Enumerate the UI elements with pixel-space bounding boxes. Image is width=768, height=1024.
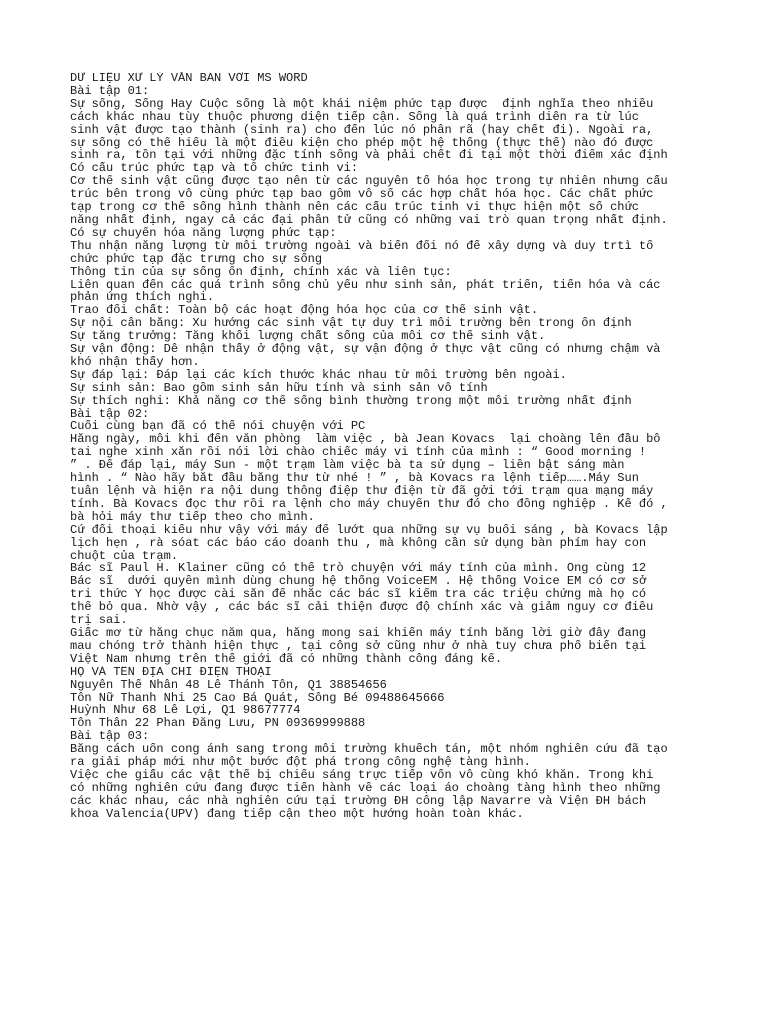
text-line: chuột của trạm.	[70, 549, 179, 563]
text-line: khoa Valencia(UPV) đang tiếp cận theo một hướng hoàn toàn khác.	[70, 807, 524, 821]
text-line: Sự nội cân bằng: Xu hướng các sinh vật tự duy trì môi trường bên trong ổn định	[70, 317, 632, 331]
text-line: Sự thích nghi: Khả năng cơ thể sống bình thường trong một môi trường nhất định	[70, 394, 632, 408]
text-line: Sự sống, Sống Hay Cuộc sống là một khái niệm phức tạp được định nghĩa theo nhiều	[70, 97, 654, 111]
text-line: Bằng cách uốn cong ánh sang trong môi trường khuếch tán, một nhóm nghiên cứu đã tạo	[70, 743, 668, 757]
text-line: Việt Nam nhưng trên thế giới đã có những thành công đáng kể.	[70, 652, 503, 666]
text-line: tính. Bà Kovacs đọc thư rồi ra lệnh cho máy chuyển thư đó cho đồng nghiệp . Kế đó ,	[70, 497, 668, 511]
text-line: phản ứng thích nghi.	[70, 291, 215, 305]
text-line: mau chóng trở thành hiện thực , tại công sở cũng như ở nhà tuy chưa phổ biến tại	[70, 639, 647, 653]
text-line: các khác nhau, các nhà nghiên cứu tại trường ĐH công lập Navarre và Viện ĐH bách	[70, 794, 647, 808]
text-line: ” . Để đáp lại, máy Sun - một trạm làm việc bà ta sử dụng – liền bật sáng màn	[70, 459, 625, 473]
text-line: năng nhất định, ngay cả các đại phân tử cũng có những vai trò quan trọng nhất định.	[70, 213, 668, 227]
text-line: ra giải pháp mới như một bước đột phá trong công nghệ tàng hình.	[70, 756, 531, 769]
text-line: Cơ thể sinh vật cũng được tạo nên từ các nguyên tố hóa học trong tự nhiên nhưng cấu	[70, 175, 668, 189]
text-line: Sự tăng trưởng: Tăng khối lượng chất sống của mỗi cơ thể sinh vật.	[70, 330, 546, 344]
text-line: Sự đáp lại: Đáp lại các kích thước khác nhau từ môi trường bên ngoài.	[70, 368, 567, 382]
text-line: khó nhận thấy hơn.	[70, 355, 200, 369]
text-line: Cứ đối thoại kiểu như vậy với máy để lướt qua những sự vụ buổi sáng , bà Kovacs lập	[70, 523, 668, 537]
text-line: Thông tin của sự sống ổn định, chính xác và liên tục:	[70, 265, 452, 279]
text-line: Bác sĩ Paul H. Klainer cũng có thể trò chuyện với máy tính của mình. Ông cùng 12	[70, 562, 647, 576]
text-line: hình . “ Nào hãy bắt đầu bằng thư từ nhé ! ” , bà Kovacs ra lệnh tiếp…….Máy Sun	[70, 472, 639, 485]
text-line: Nguyễn Thế Nhân 48 Lê Thánh Tôn, Q1 38854656	[70, 678, 387, 692]
text-line: Tôn Nữ Thanh Nhi 25 Cao Bá Quát, Sông Bé 09488645666	[70, 691, 445, 705]
text-line: tai nghe xinh xắn rồi nói lời chào chiếc máy vi tính của mình : “ Good morning !	[70, 446, 647, 460]
text-line: Giấc mơ từ hằng chục năm qua, hằng mong sai khiến máy tính bằng lời giờ đây đang	[70, 626, 647, 640]
text-line: Sự vận động: Dễ nhận thấy ở động vật, sự vận động ở thực vật cũng có nhưng chậm và	[70, 343, 661, 356]
text-line: cách khác nhau tùy thuộc phương diện tiếp cận. Sống là quá trình diễn ra từ lúc	[70, 110, 639, 124]
text-line: Cuối cùng bạn đã có thể nói chuyện với PC	[70, 420, 366, 434]
text-line: Liên quan đến các quá trình sống chủ yếu như sinh sản, phát triển, tiến hóa và các	[70, 278, 661, 292]
document-body	[70, 72, 710, 821]
text-line: Thu nhận năng lượng từ môi trường ngoài và biến đổi nó để xây dựng và duy trtì tổ	[70, 239, 654, 253]
text-line: Sự sinh sản: Bao gồm sinh sản hữu tính và sinh sản vô tính	[70, 381, 488, 395]
text-line: thể bỏ qua. Nhờ vậy , các bác sĩ cải thiện được độ chính xác và giảm nguy cơ điều	[70, 601, 654, 615]
text-line: Tôn Thân 22 Phan Đăng Lưu, PN 09369999888	[70, 717, 366, 731]
text-line: chức phức tạp đặc trưng cho sự sống	[70, 252, 323, 266]
text-line: sinh vật được tạo thành (sinh ra) cho đến lúc nó phân rã (hay chết đi). Ngoài ra,	[70, 123, 654, 137]
text-line: Có sự chuyển hóa năng lượng phức tạp:	[70, 226, 337, 240]
text-line: Bài tập 03:	[70, 730, 150, 744]
text-line: sinh ra, tồn tại với những đặc tính sống và phải chết đi tại một thời điểm xác định	[70, 149, 668, 163]
text-line: trị sai.	[70, 614, 128, 627]
text-line: tri thức Y học được cài sẵn để nhắc các bác sĩ kiểm tra các triệu chứng mà họ có	[70, 588, 647, 602]
text-line: Hằng ngày, mỗi khi đến văn phòng làm việc , bà Jean Kovacs lại choàng lên đầu bô	[70, 433, 661, 447]
text-line: Bài tập 02:	[70, 407, 150, 421]
text-line: Bác sĩ dưới quyền mình dùng chung hệ thống VoiceEM . Hệ thống Voice EM có cơ sở	[70, 575, 647, 589]
text-line: tuân lệnh và hiện ra nội dung thông điệp thư điện từ đã gởi tới trạm qua mạng máy	[70, 485, 654, 498]
text-line: Có cấu trúc phức tạp và tổ chức tinh vi:	[70, 162, 359, 176]
text-line: HỌ VÀ TÊN ĐỊA CHỈ ĐIỆN THOẠI	[70, 665, 272, 679]
text-line: Trao đổi chất: Toàn bộ các hoạt động hóa học của cơ thể sinh vật.	[70, 304, 539, 318]
text-line: có những nghiên cứu đang được tiến hành về các loại áo choàng tàng hình theo những	[70, 781, 661, 795]
text-line: Việc che giấu các vật thể bị chiếu sáng trực tiếp vốn vô cùng khó khăn. Trong khi	[70, 768, 654, 782]
text-line: sự sống có thể hiểu là một điều kiện cho phép một hệ thống (thực thể) nào đó được	[70, 136, 654, 150]
text-line: trúc bên trong vô cùng phức tạp bao gồm vô số các hợp chất hóa học. Các chất phức	[70, 188, 654, 202]
text-line: Huỳnh Như 68 Lê Lợi, Q1 98677774	[70, 704, 301, 718]
text-line: tạp trong cơ thể sống hình thành nên các cấu trúc tinh vi thực hiện một số chức	[70, 201, 639, 214]
text-line: DỮ LIỆU XỬ LÝ VĂN BẢN VỚI MS WORD	[70, 72, 308, 85]
text-line: lịch hẹn , rà sóat các báo cáo doanh thu , mà không cần sử dụng bàn phím hay con	[70, 536, 647, 550]
text-line: Bài tập 01:	[70, 84, 150, 98]
text-line: bà hỏi máy thư tiếp theo cho mình.	[70, 510, 315, 524]
